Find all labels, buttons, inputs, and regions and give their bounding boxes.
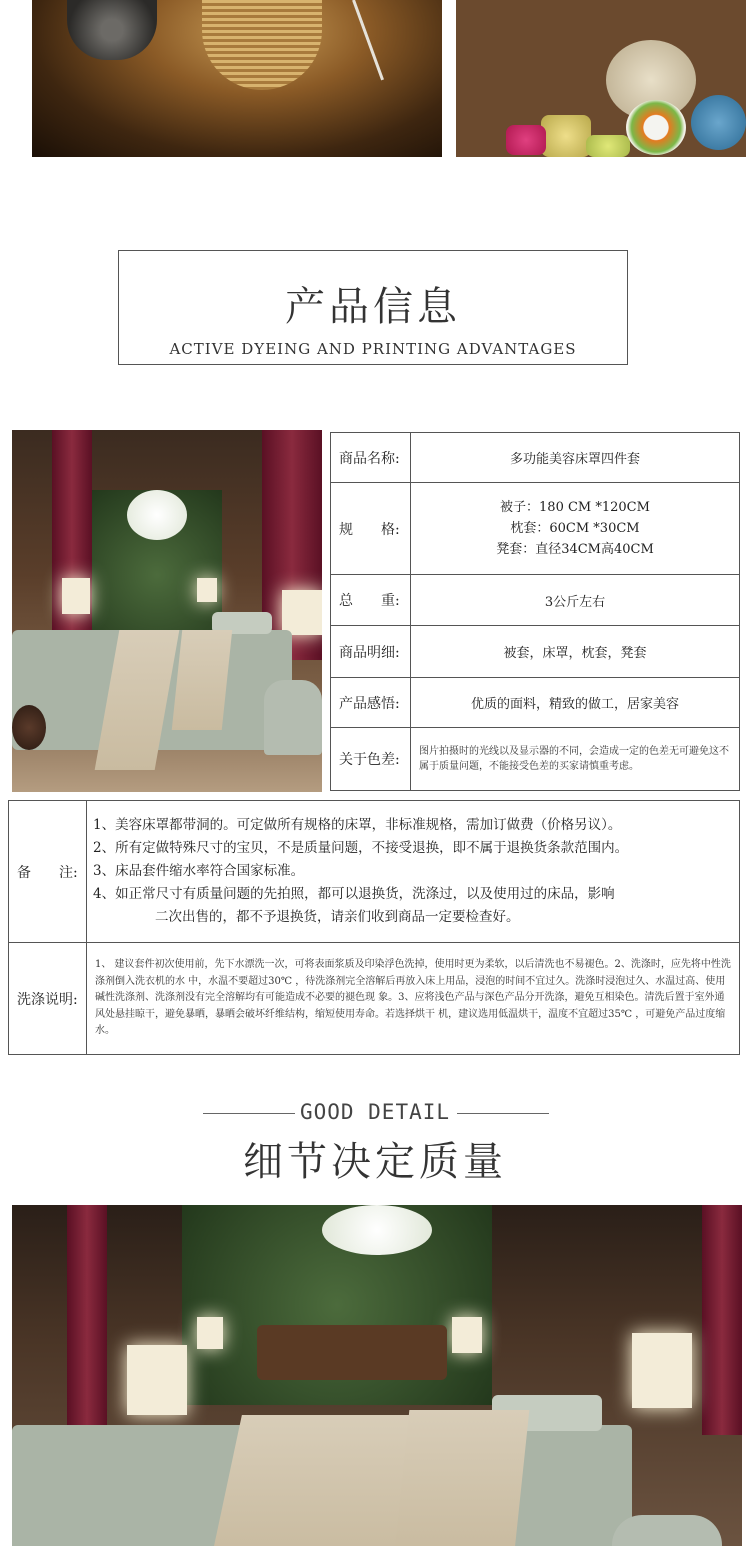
list-item: 1、美容床罩都带洞的。可定做所有规格的床罩，非标准规格，需加订做费（价格另议）。 bbox=[93, 817, 622, 833]
row-value: 优质的面料，精致的做工，居家美容 bbox=[411, 678, 740, 728]
thimble-image bbox=[67, 0, 157, 60]
spec-line: 枕套：60CM *30CM bbox=[510, 521, 640, 536]
notes-table bbox=[8, 800, 740, 1055]
good-detail-title: GOOD DETAIL bbox=[299, 1100, 451, 1124]
list-item: 4、如正常尺寸有质量问题的先拍照，都可以退换货，洗涤过，以及使用过的床品，影响 bbox=[93, 886, 615, 902]
spec-line: 凳套：直径34CM高40CM bbox=[496, 542, 654, 557]
table-row bbox=[331, 626, 740, 678]
plant-image bbox=[12, 705, 46, 750]
lamp-image bbox=[197, 1317, 223, 1349]
row-label: 关于色差: bbox=[331, 728, 411, 791]
row-label: 商品明细: bbox=[331, 626, 411, 678]
lamp-image bbox=[452, 1317, 482, 1353]
curtain-image bbox=[52, 430, 92, 660]
row-value: 多功能美容床罩四件套 bbox=[411, 433, 740, 483]
spa-room-photo bbox=[12, 430, 322, 792]
bed-runner-image bbox=[172, 630, 233, 730]
notes-content bbox=[87, 801, 740, 943]
lamp-image bbox=[197, 578, 217, 602]
spool-image bbox=[202, 0, 322, 90]
yarn-spool-image bbox=[586, 135, 630, 157]
product-info-title: 产品信息 bbox=[285, 284, 461, 330]
row-label: 总 重: bbox=[331, 575, 411, 626]
lamp-image bbox=[62, 578, 90, 614]
lamp-image bbox=[127, 1345, 187, 1415]
row-value bbox=[411, 483, 740, 575]
table-row bbox=[331, 575, 740, 626]
top-photos bbox=[0, 0, 750, 160]
flower-arrangement-image bbox=[127, 490, 187, 540]
needle-image bbox=[352, 0, 384, 80]
stool-image bbox=[264, 680, 322, 755]
list-item: 二次出售的，都不予退换货，请亲们收到商品一定要检查好。 bbox=[155, 909, 520, 925]
row-label: 规 格: bbox=[331, 483, 411, 575]
yarn-ball-image bbox=[691, 95, 746, 150]
stool-image bbox=[612, 1515, 722, 1546]
lamp-image bbox=[282, 590, 322, 635]
thread-spool-photo bbox=[32, 0, 442, 157]
notes-label: 备 注: bbox=[9, 801, 87, 943]
row-value: 被套，床罩，枕套，凳套 bbox=[411, 626, 740, 678]
yarn-spool-image bbox=[506, 125, 546, 155]
list-item: 3、床品套件缩水率符合国家标准。 bbox=[93, 863, 305, 879]
flower-arrangement-image bbox=[322, 1205, 432, 1255]
washing-label: 洗涤说明: bbox=[9, 943, 87, 1055]
yarn-spool-image bbox=[541, 115, 591, 157]
yarn-ball-image bbox=[626, 100, 686, 155]
bed-runner-image bbox=[395, 1410, 530, 1546]
table-row bbox=[331, 728, 740, 791]
table-row bbox=[331, 483, 740, 575]
list-item: 2、所有定做特殊尺寸的宝贝，不是质量问题，不接受退换，即不属于退换货条款范围内。 bbox=[93, 840, 629, 856]
yarn-basket-photo bbox=[456, 0, 746, 157]
washing-text: 1、 建议套件初次使用前，先下水漂洗一次，可将表面浆质及印染浮色洗掉，使用时更为柔软，以后清洗也不易褪色。2、洗涤时，应先将中性洗涤剂倒入洗衣机的水 中，水温不要超过30℃ ，待洗涤剂完全溶解后再放入床上用品，浸泡的时间不宜过久。洗涤时浸泡过久、水温过高、使用碱性洗涤剂、洗涤剂没有完全溶解均有可能造成不必要的褪色现 象。3、应将浅色产品与深色产品分开洗涤，避免互相染色。清洗后置于室外通风处悬挂晾干，避免暴晒，暴晒会破坏纤维结构，缩短使用寿命。若选择烘干 机，建议选用低温烘干，温度不宜超过35℃ ，可避免产品过度缩水。 bbox=[87, 943, 740, 1055]
curtain-image bbox=[67, 1205, 107, 1435]
good-detail-subtitle: 细节决定质量 bbox=[243, 1139, 507, 1185]
notes-list bbox=[87, 802, 739, 941]
curtain-image bbox=[702, 1205, 742, 1435]
product-info-header bbox=[118, 250, 628, 365]
table-row bbox=[331, 433, 740, 483]
product-info-table bbox=[330, 432, 740, 791]
spa-room-detail-photo bbox=[12, 1205, 742, 1546]
row-value: 图片拍摄时的光线以及显示器的不同，会造成一定的色差无可避免这不属于质量问题，不能接受色差的买家请慎重考虑。 bbox=[411, 728, 740, 791]
row-value: 3公斤左右 bbox=[411, 575, 740, 626]
row-label: 产品感悟: bbox=[331, 678, 411, 728]
lamp-image bbox=[632, 1333, 692, 1408]
divider-right bbox=[457, 1113, 549, 1114]
product-info-subtitle: ACTIVE DYEING AND PRINTING ADVANTAGES bbox=[169, 340, 577, 358]
table-row bbox=[9, 943, 740, 1055]
row-label: 商品名称: bbox=[331, 433, 411, 483]
spec-line: 被子：180 CM *120CM bbox=[500, 500, 650, 515]
sofa-image bbox=[257, 1325, 447, 1380]
table-row bbox=[331, 678, 740, 728]
table-row bbox=[9, 801, 740, 943]
